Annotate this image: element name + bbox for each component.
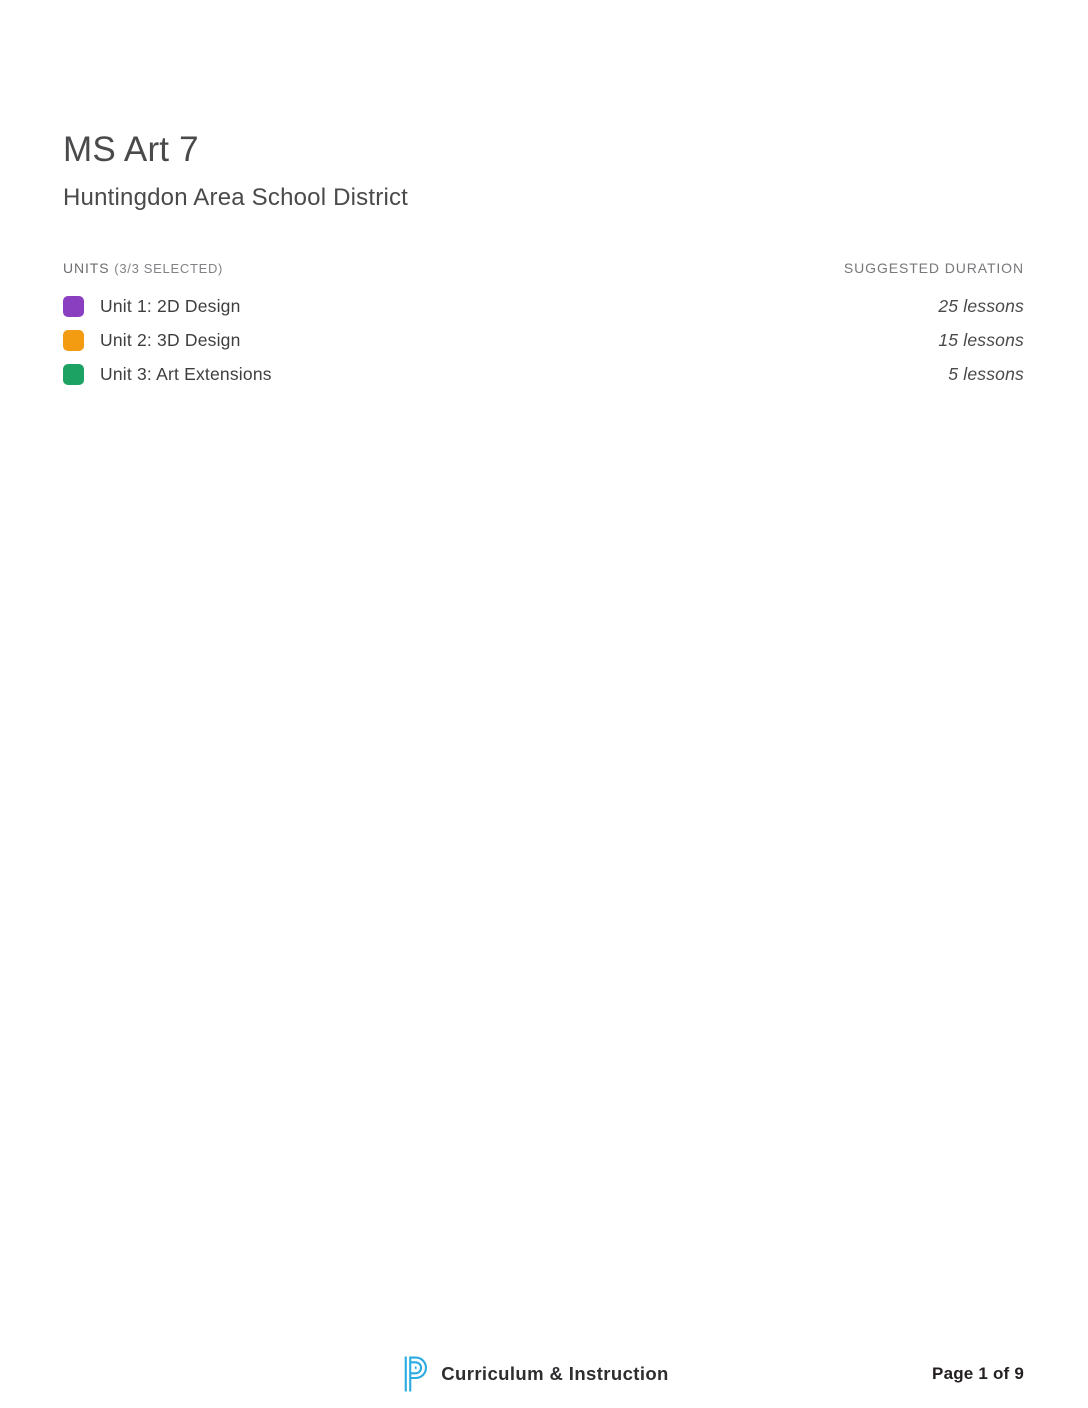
units-section xyxy=(63,260,1024,391)
unit-3-label: Unit 3: Art Extensions xyxy=(100,363,272,384)
page-title: MS Art 7 xyxy=(63,130,199,169)
planbook-p-logo-icon xyxy=(402,1355,430,1393)
unit-3-color-swatch xyxy=(63,364,84,385)
footer-brand-text: Curriculum & Instruction xyxy=(441,1363,669,1384)
suggested-duration-header: SUGGESTED DURATION xyxy=(843,260,1024,276)
unit-2-color-swatch xyxy=(63,330,84,351)
units-header-label: UNITS xyxy=(63,260,110,276)
footer-brand xyxy=(402,1355,669,1393)
unit-row-1 xyxy=(63,289,1024,323)
unit-row-2 xyxy=(63,323,1024,357)
unit-2-label: Unit 2: 3D Design xyxy=(100,329,241,350)
document-footer xyxy=(63,1355,1024,1399)
unit-row-3 xyxy=(63,357,1024,391)
units-selected-count: (3/3 SELECTED) xyxy=(114,261,224,276)
units-header-row xyxy=(63,260,1024,276)
unit-1-duration: 25 lessons xyxy=(938,295,1024,316)
units-header xyxy=(63,260,223,276)
unit-1-color-swatch xyxy=(63,296,84,317)
logo-strokes xyxy=(405,1357,425,1392)
document-header xyxy=(63,131,1024,212)
unit-1-label: Unit 1: 2D Design xyxy=(100,295,241,316)
unit-2-duration: 15 lessons xyxy=(938,329,1024,350)
page-subtitle: Huntingdon Area School District xyxy=(63,183,409,211)
page-number: Page 1 of 9 xyxy=(932,1364,1024,1383)
unit-3-duration: 5 lessons xyxy=(948,363,1024,384)
